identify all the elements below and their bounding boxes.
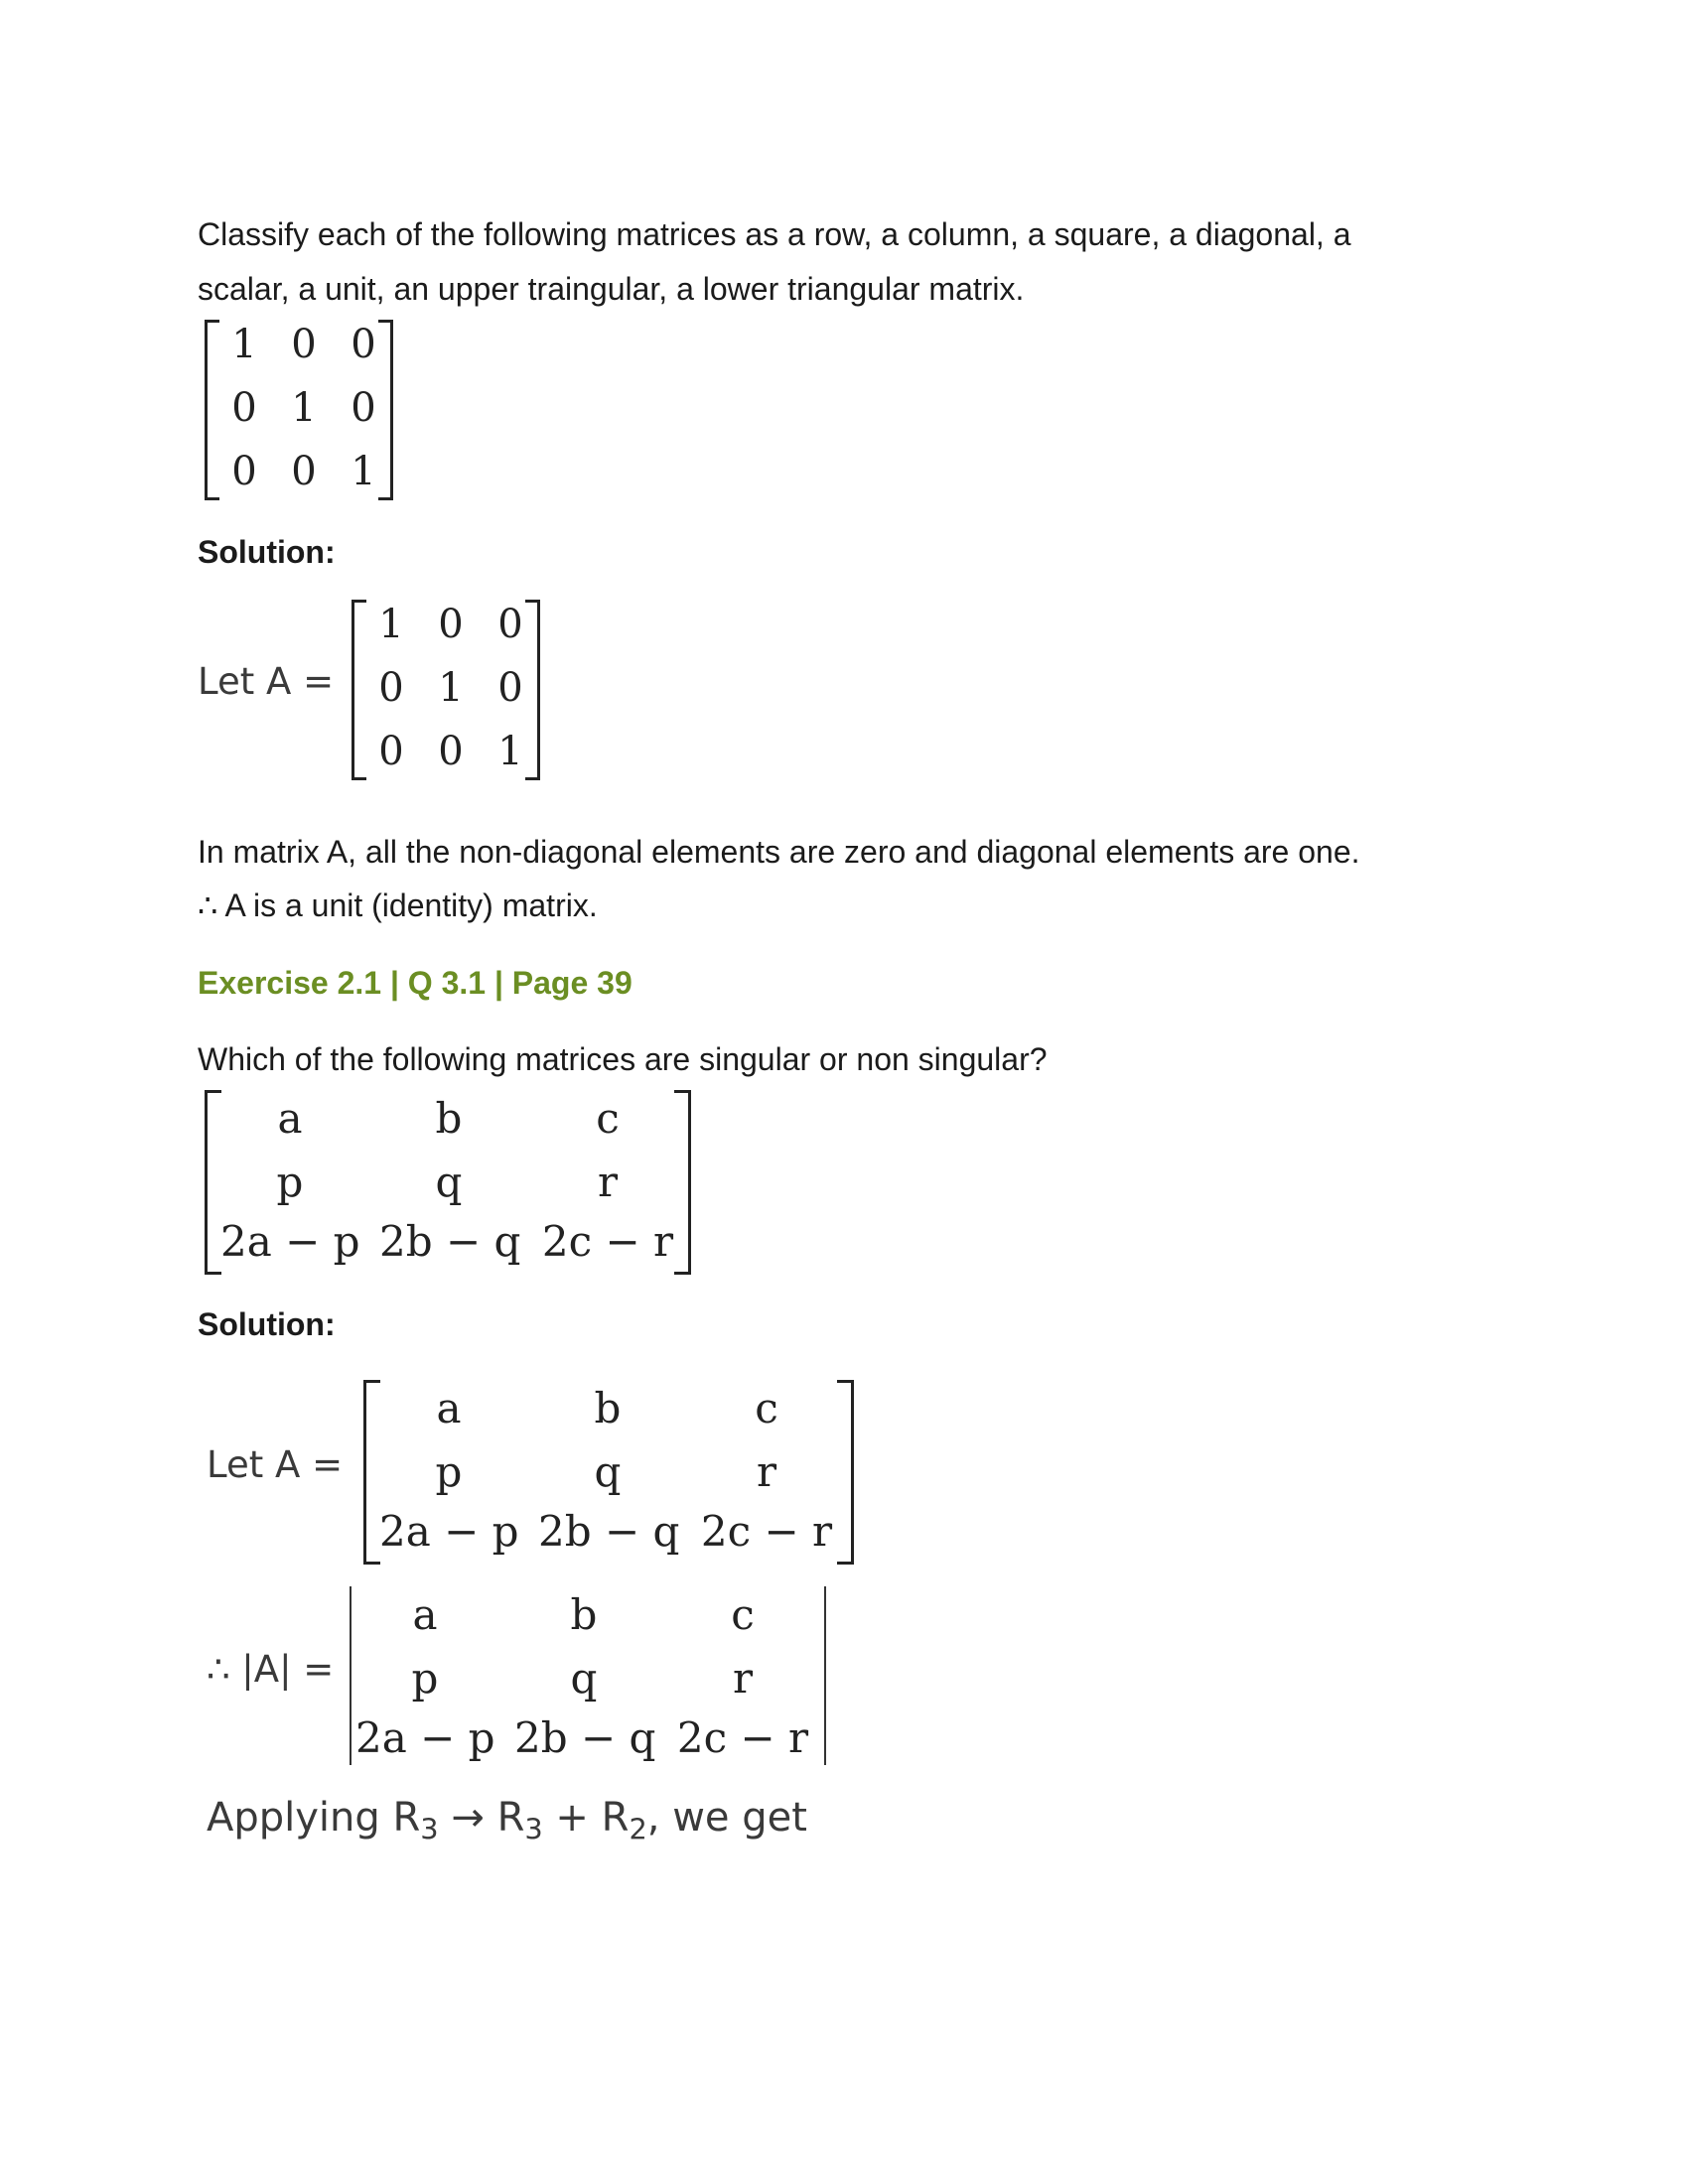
question-1-line-2: scalar, a unit, an upper traingular, a lower triangular matrix. xyxy=(198,271,1025,307)
matrix-cell: r xyxy=(732,1654,754,1703)
determinant-matrix xyxy=(350,1586,826,1767)
matrix-cell: p xyxy=(411,1654,439,1703)
matrix-cell: 2a − p xyxy=(379,1507,519,1556)
right-bracket xyxy=(837,1380,854,1565)
matrix-cell: 0 xyxy=(351,385,376,431)
matrix-cell: 2a − p xyxy=(220,1217,360,1266)
left-bracket xyxy=(352,600,366,780)
solution-2-matrix xyxy=(363,1380,854,1563)
matrix-cell: 2b − q xyxy=(514,1713,656,1762)
matrix-cell: 2b − q xyxy=(538,1507,680,1556)
matrix-cell: a xyxy=(277,1094,303,1143)
matrix-cell: 2a − p xyxy=(355,1713,495,1762)
determinant-label: ∴ |A| = xyxy=(207,1648,335,1691)
matrix-cell: b xyxy=(570,1590,598,1639)
right-bar xyxy=(824,1586,826,1765)
solution-1-line-1: In matrix A, all the non-diagonal elements are zero and diagonal elements are one. xyxy=(198,834,1360,870)
applying-suffix: , we get xyxy=(646,1795,807,1841)
matrix-cell: 0 xyxy=(231,385,257,431)
matrix-cell: b xyxy=(594,1384,622,1433)
matrix-cell: 0 xyxy=(231,449,257,494)
left-bracket xyxy=(205,320,219,500)
matrix-cell: 0 xyxy=(497,602,523,647)
applying-plus: + R xyxy=(542,1795,630,1841)
matrix-cell: q xyxy=(435,1158,463,1206)
matrix-cell: 0 xyxy=(497,665,523,711)
applying-operation-text xyxy=(207,1795,807,1846)
matrix-cell: c xyxy=(596,1094,620,1143)
matrix-cell: 1 xyxy=(438,665,464,711)
matrix-cell: 2b − q xyxy=(379,1217,521,1266)
matrix-cell: r xyxy=(756,1447,777,1496)
matrix-cell: q xyxy=(570,1654,598,1703)
solution-1-matrix xyxy=(352,600,540,778)
solution-1-let-label: Let A = xyxy=(198,660,335,703)
left-bracket xyxy=(205,1090,221,1275)
matrix-cell: 2c − r xyxy=(676,1713,809,1762)
subscript: 3 xyxy=(420,1812,439,1846)
matrix-cell: 0 xyxy=(378,729,404,774)
matrix-cell: b xyxy=(435,1094,463,1143)
matrix-cell: 0 xyxy=(378,665,404,711)
question-1-matrix xyxy=(205,320,393,498)
matrix-cell: c xyxy=(731,1590,755,1639)
matrix-cell: 1 xyxy=(497,729,523,774)
question-1-line-1: Classify each of the following matrices as a row, a column, a square, a diagonal, a xyxy=(198,216,1351,252)
left-bracket xyxy=(363,1380,380,1565)
matrix-cell: 0 xyxy=(351,322,376,367)
matrix-cell: a xyxy=(412,1590,438,1639)
question-2-text: Which of the following matrices are singular or non singular? xyxy=(198,1041,1048,1077)
matrix-cell: 2c − r xyxy=(541,1217,674,1266)
matrix-cell: 0 xyxy=(291,449,317,494)
matrix-cell: q xyxy=(594,1447,622,1496)
solution-1-line-2: ∴ A is a unit (identity) matrix. xyxy=(198,887,598,923)
matrix-cell: 2c − r xyxy=(700,1507,833,1556)
solution-2-let-label: Let A = xyxy=(207,1443,344,1486)
applying-prefix: Applying R xyxy=(207,1795,421,1841)
subscript: 3 xyxy=(524,1812,543,1846)
matrix-cell: c xyxy=(755,1384,778,1433)
matrix-cell: p xyxy=(435,1447,463,1496)
solution-1-heading: Solution: xyxy=(198,534,336,570)
matrix-cell: 1 xyxy=(291,385,317,431)
exercise-heading: Exercise 2.1 | Q 3.1 | Page 39 xyxy=(198,965,633,1001)
matrix-cell: p xyxy=(276,1158,304,1206)
matrix-cell: 0 xyxy=(438,729,464,774)
question-2-matrix xyxy=(205,1090,691,1273)
applying-arrow: → R xyxy=(438,1795,525,1841)
subscript: 2 xyxy=(629,1812,647,1846)
matrix-cell: 0 xyxy=(438,602,464,647)
matrix-cell: a xyxy=(436,1384,462,1433)
matrix-cell: 1 xyxy=(351,449,376,494)
matrix-cell: 1 xyxy=(231,322,257,367)
left-bar xyxy=(350,1586,352,1765)
matrix-cell: 0 xyxy=(291,322,317,367)
solution-2-heading: Solution: xyxy=(198,1306,336,1342)
matrix-cell: r xyxy=(597,1158,619,1206)
matrix-cell: 1 xyxy=(378,602,404,647)
